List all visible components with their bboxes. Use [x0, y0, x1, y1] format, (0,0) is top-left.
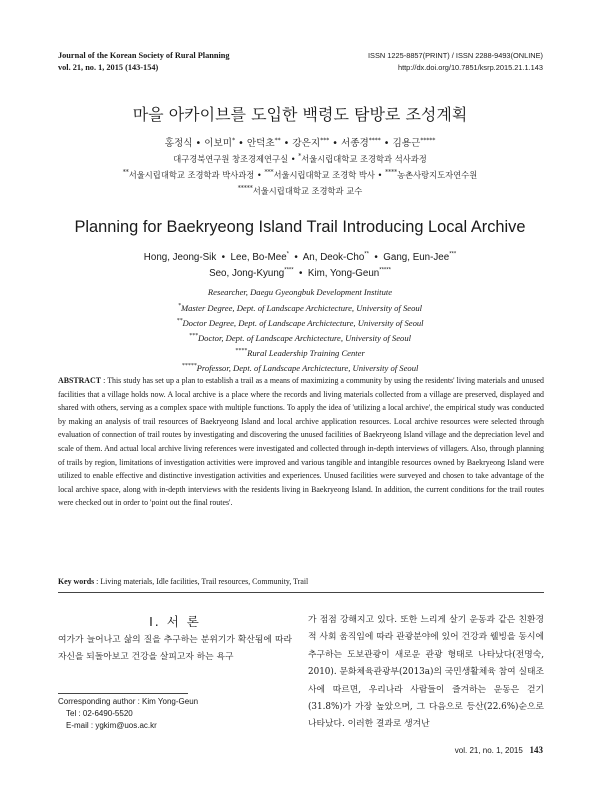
- body-column-right: 가 점점 강해지고 있다. 또한 느리게 살기 운동과 같은 친환경적 사회 움직임에 따라 관광분야에 있어 건강과 웰빙을 동시에 추구하는 도보관광이 새로운 관광 형태로 나타났다(전명숙, 2010). 문화체육관광부(2013a)의 국민생활체육 참여 실태조사에 따르면, 우리나라 사람들이 즐겨하는 운동은 걷기(31.8%)가 가장 높았으며, 그 다음으로 등산(22.6%)순으로 나타났다. 이러한 결과로 생겨난: [308, 615, 544, 730]
- journal-name: Journal of the Korean Society of Rural Planning: [58, 51, 230, 60]
- english-affiliation-2: *Master Degree, Dept. of Landscape Archictecture, University of Seoul: [177, 303, 423, 313]
- english-affiliation-6: *****Professor, Dept. of Landscape Archictecture, University of Seoul: [181, 363, 419, 373]
- volume-info: vol. 21, no. 1, 2015 (143-154): [58, 63, 159, 72]
- divider: [58, 592, 544, 593]
- korean-authors: 홍정식 • 이보미* • 안덕초** • 강은지*** • 서종경**** • 김용근*****: [164, 136, 436, 149]
- corresponding-author-name: Corresponding author : Kim Yong-Geun: [58, 697, 199, 706]
- corresponding-author: [58, 696, 198, 732]
- doi-link[interactable]: http://dx.doi.org/10.7851/ksrp.2015.21.1.143: [397, 63, 543, 72]
- keywords: Key words : Living materials, Idle facilities, Trail resources, Community, Trail: [58, 577, 309, 586]
- page-number: 143: [529, 745, 543, 755]
- abstract-text: This study has set up a plan to establish a trail as a means of maximizing a community by using the residents' living materials and unused facilities that a village holds now. A local archive is a place where the records and living materials collected from a village are preserved, displayed and shared with others, serving as a complex space with multiple functions. To apply the idea of 'utilizing a local archive', the empirical study was conducted by making an analysis of trail resources of Baekryeong Island and local archive application resources. Local archive resources were selected through evaluation of connection of trail routes by investigating and discovering the unused facilities of Baekryeong Island village and the depreciation level and scale of them. And actual local archive living references were investigated and collected through in-depth interviews of villagers. Also, through planning of trails by region, limitations of investigation activities were improved and various tangible and intangible resources owned by Baekryeong Island were utilized to enable effective and distinctive investigation activities and experiences. Unused facilities were surveyed and chosen to take advantage of the local archive space, along with in-depth interviews with the residents living in Baekryeong Island. In addition, the current conditions for the trail routes were checked out in order to 'point out the final routes'.: [58, 376, 544, 508]
- english-authors-line2: Seo, Jong-Kyung**** • Kim, Yong-Geun*****: [209, 267, 391, 279]
- keywords-label: Key words: [58, 577, 95, 586]
- english-affiliation-5: ****Rural Leadership Training Center: [235, 348, 365, 358]
- issn: ISSN 1225-8857(PRINT) / ISSN 2288-9493(ONLINE): [368, 51, 543, 60]
- body-column-left: 여가가 늘어나고 삶의 질을 추구하는 분위기가 확산됨에 따라 자신을 되돌아보고 건강을 살피고자 하는 욕구: [58, 635, 292, 663]
- korean-title: 마을 아카이브를 도입한 백령도 탐방로 조성계획: [132, 105, 468, 124]
- publication-info: [368, 50, 543, 74]
- page-footer: [455, 745, 543, 755]
- corresponding-tel: Tel : 02-6490-5520: [66, 709, 133, 718]
- keywords-text: Living materials, Idle facilities, Trail resources, Community, Trail: [100, 577, 309, 586]
- english-affiliation-3: **Doctor Degree, Dept. of Landscape Archictecture, University of Seoul: [176, 318, 424, 328]
- footnote-rule: [58, 693, 188, 694]
- english-authors-line1: Hong, Jeong-Sik • Lee, Bo-Mee* • An, Deok-Cho** • Gang, Eun-Jee***: [143, 251, 457, 263]
- abstract: ABSTRACT : This study has set up a plan to establish a trail as a means of maximizing a community by using the residents' living materials and unused facilities that a village holds now. A local archive is a place where the records and living materials collected from a village are preserved, displayed and shared with others, serving as a complex space with multiple functions. To apply the idea of 'utilizing a local archive', the empirical study was conducted by making an analysis of trail resources of Baekryeong Island and local archive application resources. Local archive resources were selected through evaluation of connection of trail routes by investigating and discovering the unused facilities of Baekryeong Island village and the depreciation level and scale of them. And actual local archive living references were investigated and collected through in-depth interviews of villagers. Also, through planning of trails by region, limitations of investigation activities were improved and various tangible and intangible resources owned by Baekryeong Island were utilized to enable effective and distinctive investigation activities and experiences. Unused facilities were surveyed and chosen to take advantage of the local archive space, along with in-depth interviews with the residents living in Baekryeong Island. In addition, the current conditions for the trail routes were checked out in order to 'point out the final routes'.: [58, 376, 544, 508]
- korean-affiliation-3: *****서울시립대학교 조경학과 교수: [237, 185, 363, 196]
- footer-volume: vol. 21, no. 1, 2015: [454, 746, 523, 755]
- english-title: Planning for Baekryeong Island Trail Introducing Local Archive: [74, 218, 526, 236]
- corresponding-email[interactable]: E-mail : ygkim@uos.ac.kr: [66, 721, 157, 730]
- korean-affiliation-2: **서울시립대학교 조경학과 박사과정 • ***서울시립대학교 조경학 박사 • ****농촌사랑지도자연수원: [122, 169, 478, 180]
- abstract-label: ABSTRACT: [58, 376, 101, 385]
- journal-header: [58, 50, 230, 74]
- english-affiliation-1: Researcher, Daegu Gyeongbuk Development Institute: [207, 287, 393, 297]
- korean-affiliation-1: 대구경북연구원 창조경제연구실 • *서울시립대학교 조경학과 석사과정: [173, 153, 427, 164]
- section-heading: I. 서 론: [149, 614, 201, 629]
- english-affiliation-4: ***Doctor, Dept. of Landscape Archictecture, University of Seoul: [188, 333, 412, 343]
